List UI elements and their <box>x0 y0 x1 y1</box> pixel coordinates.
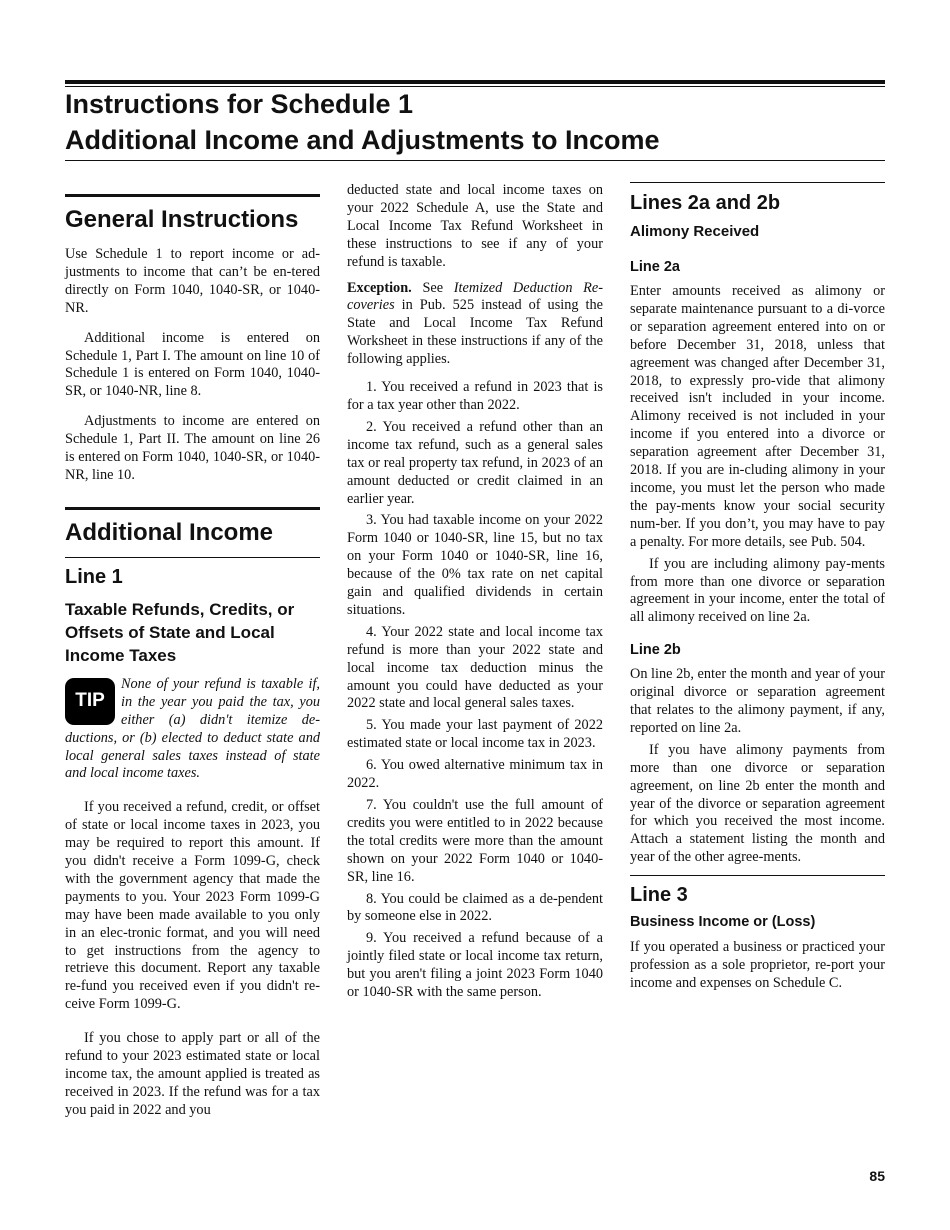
line3-heading: Line 3 <box>630 884 688 907</box>
title-line-1: Instructions for Schedule 1 <box>65 89 414 119</box>
general-paragraph-3: Adjustments to income are entered on Schedule 1, Part II. The amount on line 26 is entered on Form 1040, 1040-SR, or 1040-NR, line 10. <box>65 413 320 483</box>
list-item: 9. You received a refund because of a jointly filed state or local income tax return, but you aren't filing a joint 2023 Form 1040 or 1040-SR with the same person. <box>347 930 603 1001</box>
general-paragraph-2: Additional income is entered on Schedule 1, Part I. The amount on line 10 of Schedule 1 is entered on Form 1040, 1040-SR, or 1040-NR, line 8. <box>65 329 320 400</box>
refund-paragraph: If you received a refund, credit, or offset of state or local income taxes in 2023, you may be required to report this amount. If you didn't receive a Form 1099-G, check with the government agency that made the payments to you. Your 2023 Form 1099-G may have been made available to you only in an elec-tronic format, and you will need to get instructions from the agency to retrieve this document. Report any taxable re-fund you received even if you didn't re-ceive Form 1099-G. <box>65 799 320 1013</box>
list-item: 1. You received a refund in 2023 that is for a tax year other than 2022. <box>347 379 603 413</box>
list-item: 2. You received a refund other than an income tax refund, such as a general sales tax or real property tax refund, in 2023 of an amount deducted or credit claimed in an earlier year. <box>347 418 603 507</box>
list-item: 8. You could be claimed as a de-pendent by someone else in 2022. <box>347 890 603 925</box>
column-2 <box>347 182 603 1006</box>
section-rule <box>630 875 885 876</box>
section-rule <box>630 182 885 183</box>
general-paragraph-1: Use Schedule 1 to report income or ad-justments to income that can’t be en-tered directly on Form 1040, 1040-SR, or 1040-NR. <box>65 246 320 316</box>
column-1 <box>65 180 320 1124</box>
line2b-paragraph-2: If you have alimony payments from more than one divorce or separation agreement, on line 2b enter the month and year of the divorce or separation agreement for which you received the most income. Attach a statement listing the month and year of the other agree-ments. <box>630 741 885 866</box>
exception-paragraph <box>347 280 603 370</box>
column-3 <box>630 182 885 997</box>
exception-label: Exception. <box>347 279 412 296</box>
page-number: 85 <box>869 1168 885 1184</box>
business-income-heading: Business Income or (Loss) <box>630 914 816 931</box>
document-title <box>65 86 885 158</box>
line2a-heading: Line 2a <box>630 259 680 275</box>
tip-box <box>65 676 320 783</box>
title-line-2: Additional Income and Adjustments to Income <box>65 125 660 155</box>
list-item: 4. Your 2022 state and local income tax refund is more than your 2022 state and local income tax deduction minus the amount you could have deducted as your 2022 state and local general sales taxes. <box>347 623 603 712</box>
list-item: 7. You couldn't use the full amount of credits you were entitled to in 2022 because the total credits were more than the amount shown on your 2022 Form 1040 or 1040-SR, line 16. <box>347 797 603 885</box>
line2a-paragraph-2: If you are including alimony pay-ments from more than one divorce or separation agreement in your income, enter the total of all alimony received on line 2a. <box>630 555 885 626</box>
title-rule <box>65 160 885 161</box>
line2a-paragraph-1: Enter amounts received as alimony or separate maintenance pursuant to a di-vorce or separation agreement entered into on or before December 31, 2018, unless that agreement was changed after December 31, 2018, to expressly pro-vide that alimony received isn't included in your income. Alimony received is not included in your income if you entered into a divorce or separation agreement after December 31, 2018. If you are in-cluding alimony in your income, you must let the person who made the pay-ments know your social security num-ber. If you don’t, you may have to pay a penalty. For more details, see Pub. 504. <box>630 283 885 550</box>
list-item: 6. You owed alternative minimum tax in 2022. <box>347 757 603 792</box>
line2b-heading: Line 2b <box>630 642 681 659</box>
exception-see: See <box>422 279 444 296</box>
alimony-received-heading: Alimony Received <box>630 223 760 240</box>
additional-income-heading: Additional Income <box>65 518 274 546</box>
tip-label: TIP <box>75 690 105 712</box>
line1-subheading: Taxable Refunds, Credits, or Offsets of State and Local Income Taxes <box>65 599 295 665</box>
continued-paragraph: deducted state and local income taxes on your 2022 Schedule A, use the State and Local Income Tax Refund Worksheet in these instructions to see if any of your refund is taxable. <box>347 182 603 270</box>
apply-paragraph: If you chose to apply part or all of the refund to your 2023 estimated state or local income tax, the amount applied is treated as received in 2023. If the refund was for a tax you paid in 2022 and you <box>65 1030 320 1118</box>
tip-icon <box>65 678 115 725</box>
line3-paragraph: If you operated a business or practiced your profession as a sole proprietor, re-port your income and expenses on Schedule C. <box>630 939 885 991</box>
general-instructions-heading: General Instructions <box>65 206 299 233</box>
subsection-rule <box>65 557 320 558</box>
exception-reference: Itemized Deduction Re-coveries <box>347 279 604 314</box>
list-item: 3. You had taxable income on your 2022 Form 1040 or 1040-SR, line 15, but no tax on your Form 1040 or 1040-SR, line 16, because of the 0% tax rate on net capital gain and qualified dividends in certain situations. <box>347 512 603 618</box>
tip-text: None of your refund is taxable if, in the year you paid the tax, you either (a) didn't itemize de-ductions, or (b) elected to deduct state and local general sales taxes instead of state and local income taxes. <box>65 675 320 782</box>
line2b-paragraph-1: On line 2b, enter the month and year of your original divorce or separation agreement that relates to the alimony payment, if any, reported on line 2a. <box>630 666 885 736</box>
header-rule-thick <box>65 80 885 84</box>
list-item: 5. You made your last payment of 2022 estimated state or local income tax in 2023. <box>347 717 603 752</box>
section-rule <box>65 194 320 197</box>
section-rule <box>65 507 320 510</box>
line1-heading: Line 1 <box>65 565 123 588</box>
exception-text: in Pub. 525 instead of using the State and Local Income Tax Refund Worksheet in these instructions if any of the following applies. <box>347 297 604 368</box>
lines-2a-2b-heading: Lines 2a and 2b <box>630 192 781 214</box>
